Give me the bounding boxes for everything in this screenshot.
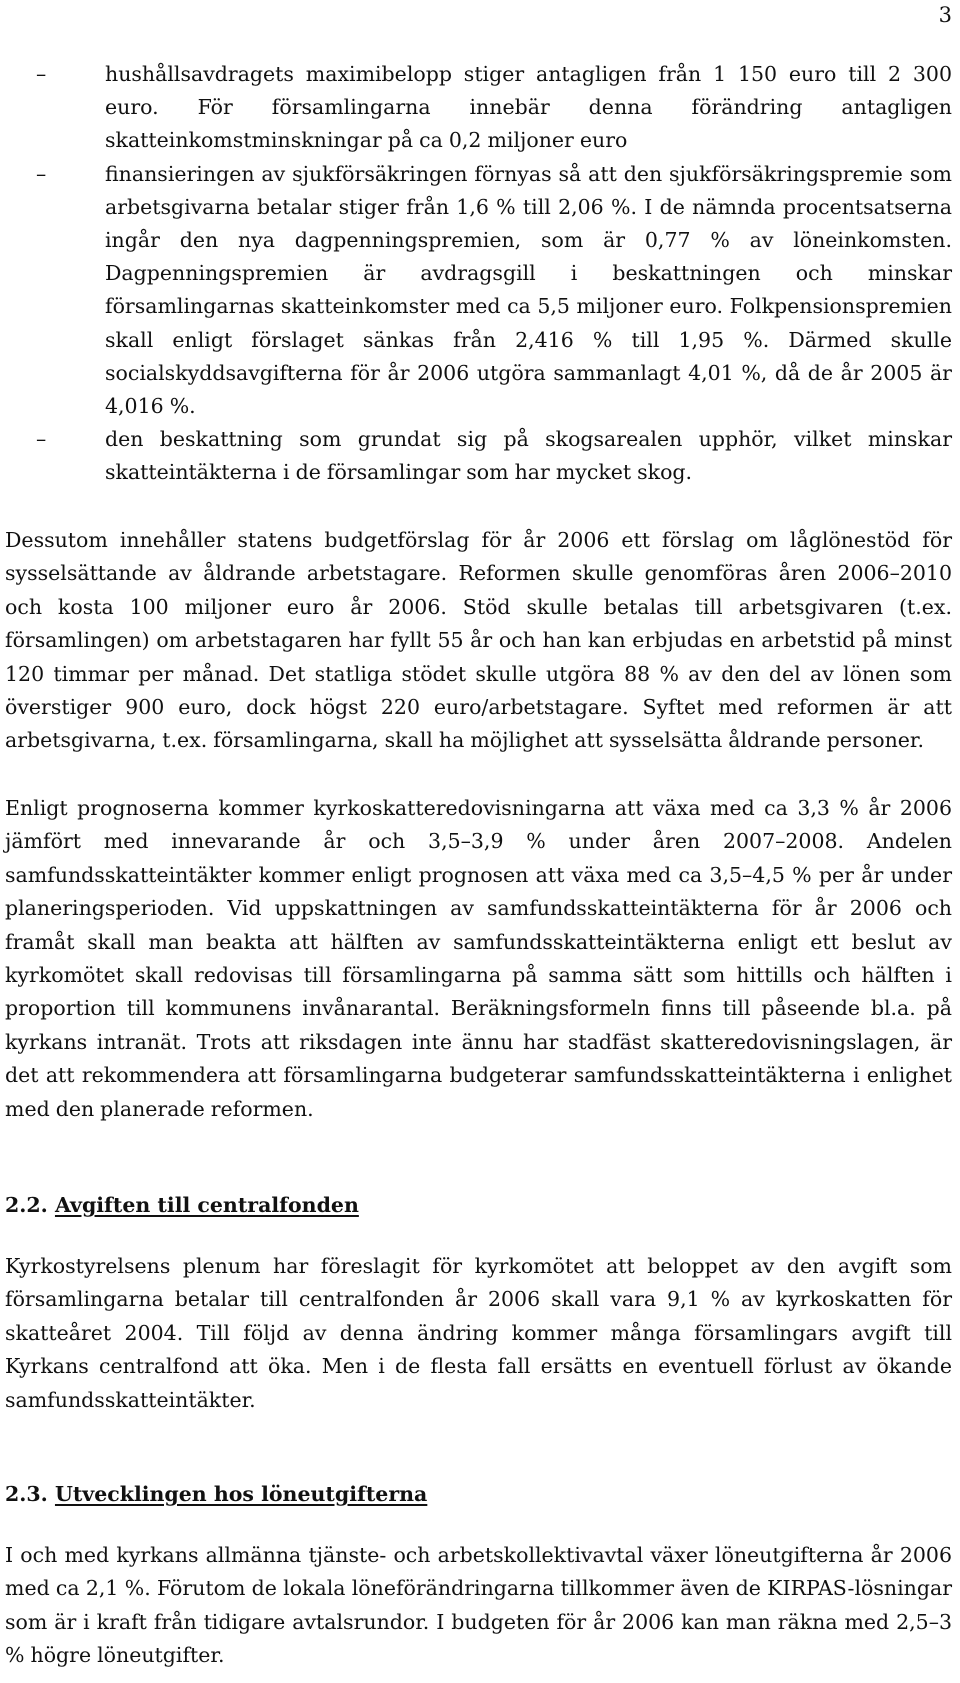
paragraph-centralfonden: Kyrkostyrelsens plenum har föreslagit för kyrkomötet att beloppet av den avgift som församlingarna betalar till centralfonden år 2006 skall vara 9,1 % av kyrkoskatten för skatteåret 2004. Till följd av denna ändring kommer många församlingars avgift till Kyrkans centralfond att öka. Men i de flesta fall ersätts en eventuell förlust av ökande samfundsskatteintäkter. [5,1254,952,1412]
section-number: 2.3. [5,1482,48,1506]
dash-marker: – [36,62,47,86]
list-item-text: finansieringen av sjukförsäkringen förnyas så att den sjukförsäkringspremie som arbetsgivarna betalar stiger från 1,6 % till 2,06 %. I de nämnda procentsatserna ingår den nya dagpenningspremien, som är 0,77 % av löneinkomsten. Dagpenningspremien är avdragsgill i beskattningen och minskar församlingarnas skatteinkomster med ca 5,5 miljoner euro. Folkpensionspremien skall enligt förslaget sänkas från 2,416 % till 1,95 %. Därmed skulle socialskyddsavgifterna för år 2006 utgöra sammanlagt 4,01 %, då de år 2005 är 4,016 %. [105,161,952,419]
section-title: Avgiften till centralfonden [54,1193,359,1217]
list-item [36,58,952,158]
list-item-text: den beskattning som grundat sig på skogsarealen upphör, vilket minskar skatteintäkterna i de församlingar som har mycket skog. [105,427,952,485]
section-heading-2-2 [5,1190,952,1220]
paragraph-loneutgifter: I och med kyrkans allmänna tjänste- och arbetskollektivavtal växer löneutgifterna år 2006 med ca 2,1 %. Förutom de lokala löneförändringarna tillkommer även de KIRPAS-lösningar som är i kraft från tidigare avtalsrundor. I budgeten för år 2006 kan man räkna med 2,5–3 % högre löneutgifter. [5,1543,952,1668]
page-number: 3 [938,3,952,27]
dash-marker: – [36,427,47,452]
list-item [36,158,952,424]
section-title: Utvecklingen hos löneutgifterna [54,1482,428,1506]
dash-marker: – [36,161,47,186]
section-heading-2-3 [5,1479,952,1509]
section-number: 2.2. [5,1193,48,1217]
list-item-text: hushållsavdragets maximibelopp stiger antagligen från 1 150 euro till 2 300 euro. För församlingarna innebär denna förändring antagligen skatteinkomstminskningar på ca 0,2 miljoner euro [105,62,952,153]
paragraph-budget: Dessutom innehåller statens budgetförslag för år 2006 ett förslag om låglönestöd för sysselsättande av åldrande arbetstagare. Reformen skulle genomföras åren 2006–2010 och kosta 100 miljoner euro år 2006. Stöd skulle betalas till arbetsgivaren (t.ex. församlingen) om arbetstagaren har fyllt 55 år och han kan erbjudas en arbetstid på minst 120 timmar per månad. Det statliga stödet skulle utgöra 88 % av den del av lönen som överstiger 900 euro, dock högst 220 euro/arbetstagare. Syftet med reformen är att arbetsgivarna, t.ex. församlingarna, skall ha möjlighet att sysselsätta åldrande personer. [5,528,952,753]
paragraph-prognos: Enligt prognoserna kommer kyrkoskatteredovisningarna att växa med ca 3,3 % år 2006 jämfört med innevarande år och 3,5–3,9 % under åren 2007–2008. Andelen samfundsskatteintäkter kommer enligt prognosen att växa med ca 3,5–4,5 % per år under planeringsperioden. Vid uppskattningen av samfundsskatteintäkterna för år 2006 och framåt skall man beakta att hälften av samfundsskatteintäkterna enligt ett beslut av kyrkomötet skall redovisas till församlingarna på samma sätt som hittills och hälften i proportion till kommunens invånarantal. Beräkningsformeln finns till påseende bl.a. på kyrkans intranät. Trots att riksdagen inte ännu har stadfäst skatteredovisningslagen, är det att rekommendera att församlingarna budgeterar samfundsskatteintäkterna i enlighet med den planerade reformen. [5,796,952,1121]
bullet-list [36,58,952,490]
list-item [36,423,952,489]
